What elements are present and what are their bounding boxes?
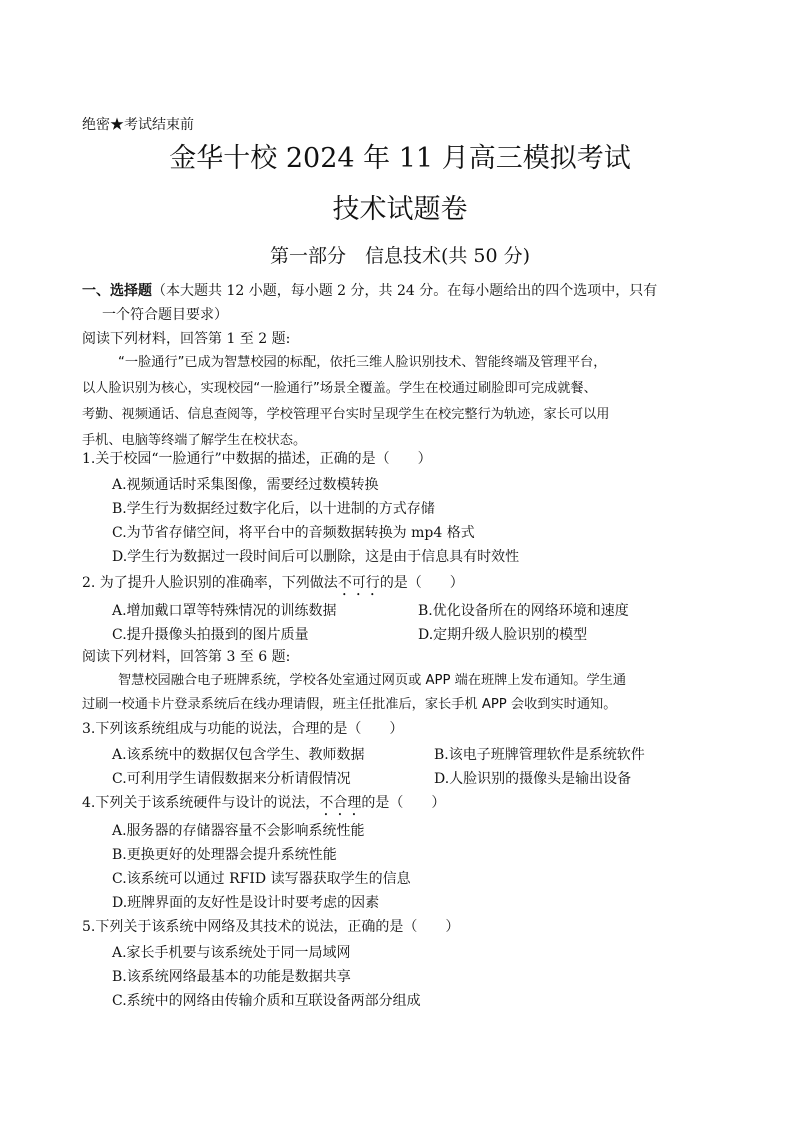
exam-title: 金华十校 2024 年 11 月高三模拟考试 (169, 143, 631, 174)
question-5-option-b: B.该系统网络最基本的功能是数据共享 (112, 969, 351, 985)
question-3-option-c: C.可利用学生请假数据来分析请假情况 (112, 771, 351, 787)
question-4-stem-text: 4.下列关于该系统硬件与设计的说法， (82, 795, 320, 811)
material-1-line: 考勤、视频通话、信息查阅等，学校管理平台实时呈现学生在校完整行为轨迹，家长可以用 (82, 407, 610, 422)
question-5-stem: 5.下列关于该系统中网络及其技术的说法，正确的是（ ） (82, 919, 460, 935)
confidential-mark: 绝密★考试结束前 (82, 117, 194, 133)
section-heading (82, 282, 657, 300)
question-2-option-d: D.定期升级人脸识别的模型 (418, 627, 588, 643)
question-3-option-b: B.该电子班牌管理软件是系统软件 (434, 747, 645, 763)
section-description: （本大题共 12 小题，每小题 2 分，共 24 分。在每小题给出的四个选项中，只有 (152, 283, 658, 299)
material-1-line: 以人脸识别为核心，实现校园“一脸通行”场景全覆盖。学生在校通过刷脸即可完成就餐、 (82, 381, 597, 396)
question-4-option-b: B.更换更好的处理器会提升系统性能 (112, 847, 337, 863)
question-2-stem (82, 574, 464, 599)
question-2-option-b: B.优化设备所在的网络环境和速度 (418, 603, 629, 619)
material-2-line: 智慧校园融合电子班牌系统，学校各处室通过网页或 APP 端在班牌上发布通知。学生通 (118, 673, 627, 688)
question-2-emphasis: 不可行 (337, 575, 380, 591)
question-4-option-a: A.服务器的存储器容量不会影响系统性能 (112, 823, 365, 839)
question-4-stem-end: 的是（ ） (361, 795, 446, 811)
question-1-option-d: D.学生行为数据过一段时间后可以删除，这是由于信息具有时效性 (112, 549, 520, 565)
question-1-option-b: B.学生行为数据经过数字化后，以十进制的方式存储 (112, 501, 435, 517)
question-2-stem-text: 2. 为了提升人脸识别的准确率，下列做法 (82, 575, 338, 591)
question-2-stem-end: 的是（ ） (379, 575, 464, 591)
material-1-line: 手机、电脑等终端了解学生在校状态。 (82, 433, 307, 448)
question-4-option-c: C.该系统可以通过 RFID 读写器获取学生的信息 (112, 871, 411, 887)
exam-subtitle: 技术试题卷 (332, 194, 468, 225)
question-4-stem (82, 794, 445, 819)
material-1-line: “一脸通行”已成为智慧校园的标配，依托三维人脸识别技术、智能终端及管理平台， (118, 355, 607, 370)
question-3-stem: 3.下列该系统组成与功能的说法，合理的是（ ） (82, 721, 404, 737)
question-4-emphasis: 不合理 (319, 795, 362, 811)
question-2-option-c: C.提升摄像头拍摄到的图片质量 (112, 627, 309, 643)
material-1-intro: 阅读下列材料，回答第 1 至 2 题: (82, 331, 291, 347)
question-3-option-d: D.人脸识别的摄像头是输出设备 (434, 771, 632, 787)
material-2-intro: 阅读下列材料，回答第 3 至 6 题: (82, 649, 291, 665)
section-label: 一、选择题 (82, 283, 152, 299)
question-5-option-a: A.家长手机要与该系统处于同一局域网 (112, 945, 351, 961)
question-1-option-c: C.为节省存储空间，将平台中的音频数据转换为 mp4 格式 (112, 525, 475, 541)
question-1-option-a: A.视频通话时采集图像，需要经过数模转换 (112, 477, 379, 493)
question-1-stem: 1.关于校园“一脸通行”中数据的描述，正确的是（ ） (82, 451, 432, 467)
material-2-line: 过刷一校通卡片登录系统后在线办理请假，班主任批准后，家长手机 APP 会收到实时通知。 (82, 697, 617, 712)
part-heading: 第一部分 信息技术(共 50 分) (269, 245, 531, 267)
question-2-option-a: A.增加戴口罩等特殊情况的训练数据 (112, 603, 337, 619)
question-4-option-d: D.班牌界面的友好性是设计时要考虑的因素 (112, 895, 380, 911)
question-3-option-a: A.该系统中的数据仅包含学生、教师数据 (112, 747, 365, 763)
section-description-cont: 一个符合题目要求） (102, 307, 228, 323)
question-5-option-c: C.系统中的网络由传输介质和互联设备两部分组成 (112, 993, 421, 1009)
